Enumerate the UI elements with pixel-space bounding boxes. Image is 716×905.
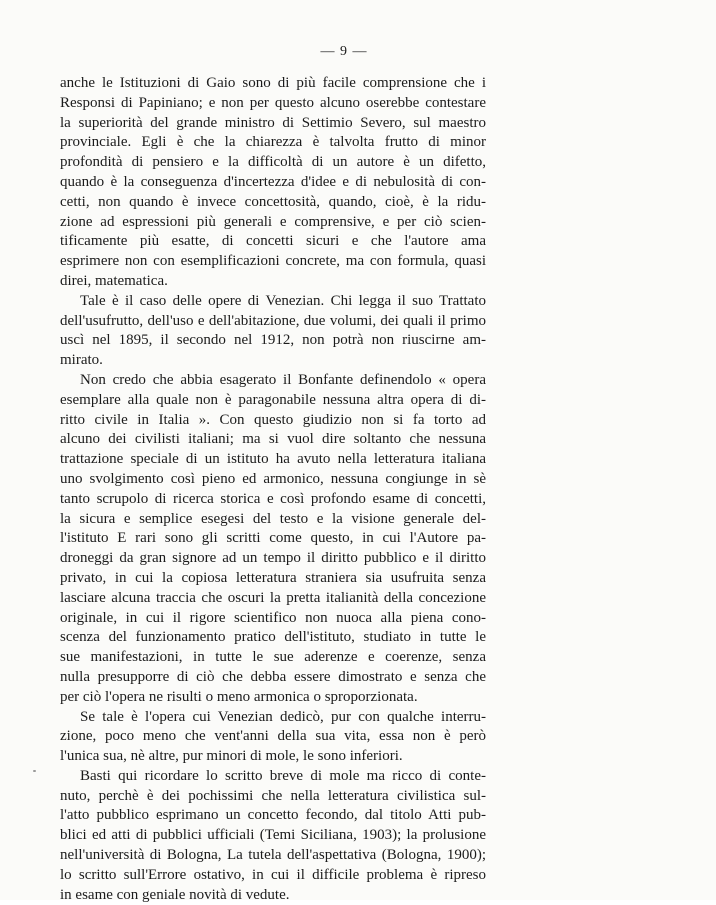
text-line: privato, in cui la copiosa letteratura straniera sia usufruita senza bbox=[60, 569, 486, 586]
text-line: tanto scrupolo di ricerca storica e così profondo esame di concetti, bbox=[60, 490, 486, 507]
text-line: Basti qui ricordare lo scritto breve di mole ma ricco di conte- bbox=[80, 767, 486, 784]
text-line: mirato. bbox=[60, 352, 103, 369]
paragraph-3 bbox=[60, 371, 486, 708]
page-number: — 9 — bbox=[320, 44, 368, 59]
text-line: nell'università di Bologna, La tutela dell'aspettativa (Bologna, 1900); bbox=[60, 847, 486, 864]
text-line: lo scritto sull'Errore ostativo, in cui il difficile problema è ripreso bbox=[60, 866, 486, 883]
text-line: direi, matematica. bbox=[60, 272, 168, 289]
text-line: profondità di pensiero e la difficoltà di un autore è un difetto, bbox=[60, 154, 486, 171]
paragraph-1 bbox=[60, 74, 486, 292]
text-line: provinciale. Egli è che la chiarezza è talvolta frutto di minor bbox=[60, 134, 486, 151]
text-line: esemplare alla quale non è paragonabile nessuna altra opera di di- bbox=[60, 391, 486, 408]
text-line: Se tale è l'opera cui Venezian dedicò, pur con qualche interru- bbox=[80, 708, 486, 725]
text-line: scenza del funzionamento pratico dell'istituto, studiato in tutte le bbox=[60, 629, 486, 646]
text-line: zione ad espressioni più generali e comprensive, e per ciò scien- bbox=[60, 213, 486, 230]
text-line: zione, poco meno che vent'anni della sua vita, essa non è però bbox=[60, 728, 486, 745]
text-line: esprimere non con esemplificazioni concrete, ma con formula, quasi bbox=[60, 253, 486, 270]
text-line: blici ed atti di pubblici ufficiali (Temi Siciliana, 1903); la prolusione bbox=[60, 827, 486, 844]
text-line: alcuno dei civilisti italiani; ma si vuol dire soltanto che nessuna bbox=[60, 431, 486, 448]
text-line: quando è la conseguenza d'incertezza d'idee e di nebulosità di con- bbox=[60, 173, 486, 190]
text-line: sue manifestazioni, in tutte le sue aderenze e coerenze, senza bbox=[60, 649, 486, 666]
paragraph-2 bbox=[60, 292, 486, 371]
text-line: tificamente più esatte, di concetti sicuri e che l'autore ama bbox=[60, 233, 486, 250]
text-line: l'istituto E rari sono gli scritti come questo, in cui l'Autore pa- bbox=[60, 530, 486, 547]
paper-speck bbox=[33, 770, 36, 772]
text-line: la sicura e semplice esegesi del testo e la visione generale del- bbox=[60, 510, 486, 527]
text-line: l'atto pubblico esprimano un concetto fecondo, dal titolo Atti pub- bbox=[60, 807, 486, 824]
text-line: anche le Istituzioni di Gaio sono di più facile comprensione che i bbox=[60, 75, 486, 91]
text-line: originale, in cui il rigore scientifico non nuoca alla piena cono- bbox=[60, 609, 486, 626]
text-line: in esame con geniale novità di vedute. bbox=[60, 886, 290, 903]
text-line: Non credo che abbia esagerato il Bonfante definendolo « opera bbox=[80, 371, 486, 388]
text-line: uscì nel 1895, il secondo nel 1912, non potrà non riuscirne am- bbox=[60, 332, 486, 349]
text-line: cetti, non quando è invece concettosità, quando, cioè, è la ridu- bbox=[60, 193, 486, 210]
text-line: dell'usufrutto, dell'uso e dell'abitazione, due volumi, dei quali il primo bbox=[60, 312, 486, 329]
text-line: Responsi di Papiniano; e non per questo alcuno oserebbe contestare bbox=[60, 94, 486, 111]
text-line: lasciare alcuna traccia che oscuri la pretta italianità della concezione bbox=[60, 589, 486, 606]
body-text bbox=[60, 74, 486, 905]
text-line: l'unica sua, nè altre, pur minori di mole, le sono inferiori. bbox=[60, 748, 403, 765]
text-line: la superiorità del grande ministro di Settimio Severo, sul maestro bbox=[60, 114, 486, 131]
text-line: trattazione speciale di un istituto ha avuto nella letteratura italiana bbox=[60, 451, 486, 468]
text-line: nulla presupporre di ciò che debba essere dimostrato e senza che bbox=[60, 668, 486, 685]
text-line: per ciò l'opera ne risulti o meno armonica o sproporzionata. bbox=[60, 688, 418, 705]
text-line: droneggi da gran signore ad un tempo il diritto pubblico e il diritto bbox=[60, 550, 486, 567]
paragraph-4 bbox=[60, 708, 486, 767]
text-line: Tale è il caso delle opere di Venezian. Chi legga il suo Trattato bbox=[80, 292, 486, 309]
paragraph-5 bbox=[60, 767, 486, 905]
text-line: uno svolgimento così pieno ed armonico, nessuna congiunge in sè bbox=[60, 470, 486, 487]
text-line: ritto civile in Italia ». Con questo giudizio non si fa torto ad bbox=[60, 411, 486, 428]
text-line: nuto, perchè è dei pochissimi che nella letteratura civilistica sul- bbox=[60, 787, 486, 804]
